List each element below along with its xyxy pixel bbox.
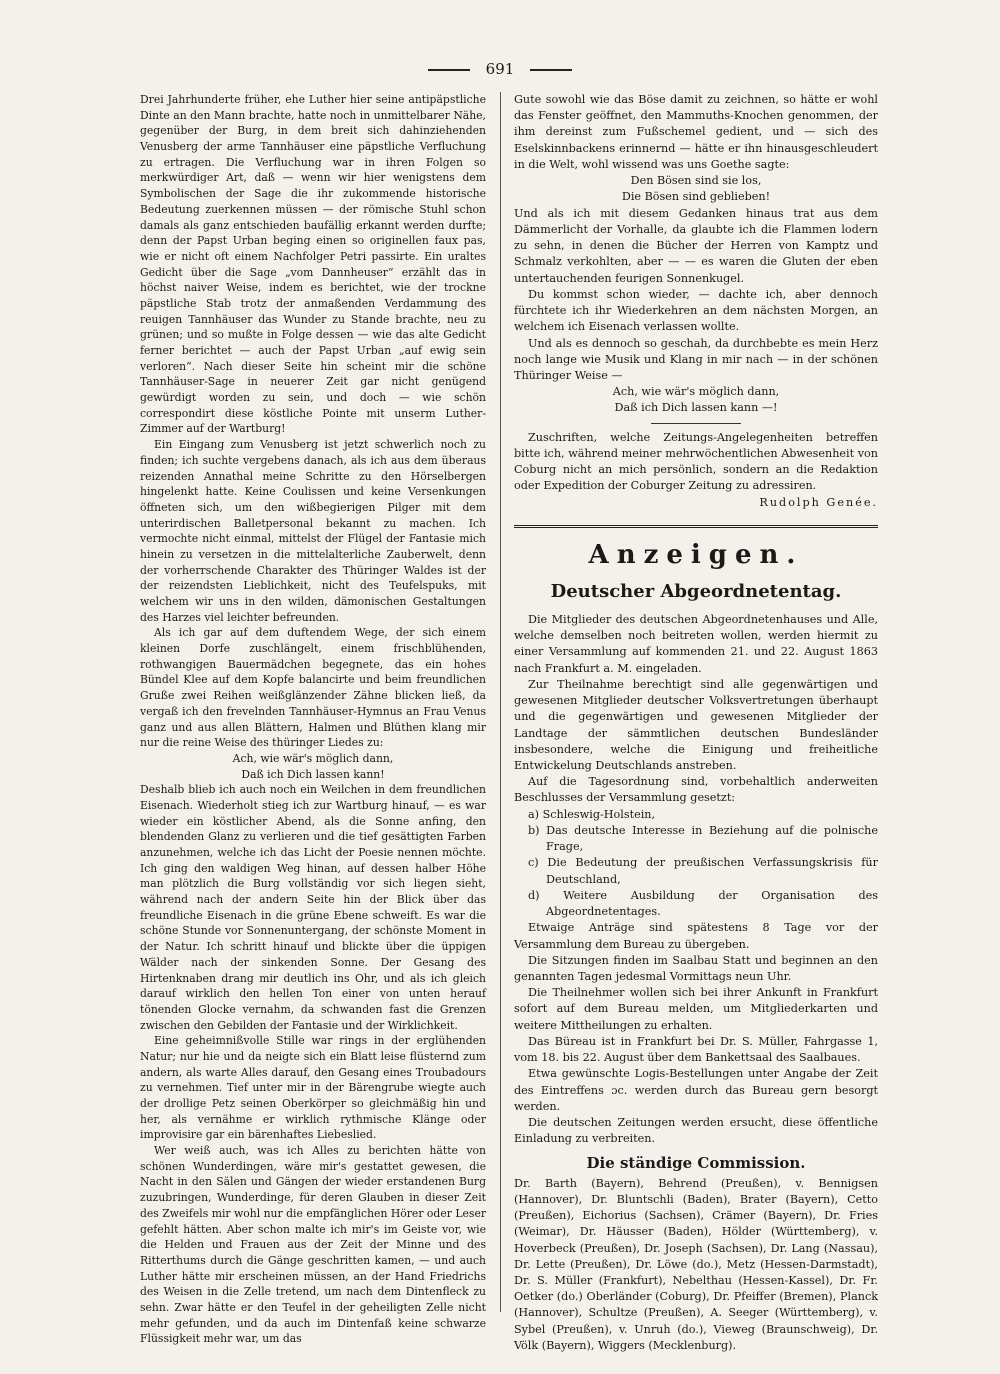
paragraph: Eine geheimnißvolle Stille war rings in der erglühenden Natur; nur hie und da neigte sich ein Blatt leise flüsternd zum andern, als warte Alles darauf, den Gesang eines Troubadours zu vernehmen. Tief unter mir in der Bärengrube wiegte auch der drollige Petz seinen Oberkörper so gleichmäßig hin und her, als vernähme er wirklich rythmische Klänge oder improvisire gar ein bärenhaftes Liebeslied. bbox=[140, 1034, 486, 1142]
ad-paragraph: Die Mitglieder des deutschen Abgeordnetenhauses und Alle, welche demselben noch beitreten wollen, werden hiermit zu einer Versammlung auf kommenden 21. und 22. August 1863 nach Frankfurt a. M. eingeladen. bbox=[514, 612, 878, 675]
verse-line: Ach, wie wär's möglich dann, bbox=[612, 385, 780, 399]
separator-rule bbox=[651, 423, 741, 424]
paragraph: Als ich gar auf dem duftendem Wege, der sich einem kleinen Dorfe zuschlängelt, einem frischblühenden, rothwangigen Bauermädchen begegnete, das ein hohes Bündel Klee auf dem Kopfe balancirte und beim freundlichen Gruße zwei Reihen weißglänzender Zähne blicken ließ, da vergaß ich den frevelnden Tannhäuser-Hymnus an Frau Venus ganz und aus allen Blättern, Halmen und Blüthen klang mir nur die reine Weise des thüringer Liedes zu: bbox=[140, 626, 486, 750]
commission-members: Dr. Barth (Bayern), Behrend (Preußen), v. Bennigsen (Hannover), Dr. Bluntschli (Baden), Brater (Bayern), Cetto (Preußen), Eichorius (Sachsen), Crämer (Bayern), Dr. Fries (Weimar), Dr. Häusser (Baden), Hölder (Württemberg), v. Hoverbeck (Preußen), Dr. Joseph (Sachsen), Dr. Lang (Nassau), Dr. Lette (Preußen), Dr. Löwe (do.), Metz (Hessen-Darmstadt), Dr. S. Müller (Frankfurt), Nebelthau (Hessen-Kassel), Dr. Fr. Oetker (do.) Oberländer (Coburg), Dr. Pfeiffer (Bremen), Planck (Hannover), Schultze (Preußen), A. Seeger (Württemberg), v. Sybel (Preußen), v. Unruh (do.), Vieweg (Braunschweig), Dr. Völk (Bayern), Wiggers (Mecklenburg). bbox=[514, 1176, 878, 1352]
paragraph: Ein Eingang zum Venusberg ist jetzt schwerlich noch zu finden; ich suchte vergebens danach, als ich aus dem überaus reizenden Annathal meine Schritte zu den Hörselbergen hingelenkt hatte. Keine Coulissen und keine Versenkungen öffneten sich, um den wißbegierigen Pilger mit dem unterirdischen Balletpersonal bekannt zu machen. Ich vermochte nicht einmal, mittelst der Flügel der Fantasie mich hinein zu versetzen in die mittelalterliche Zauberwelt, denn der vorherrschende Charakter des Thüringer Waldes ist der der reizendsten Lieblichkeit, nicht des Teufelspuks, mit welchem wir uns in den wilden, dämonischen Gestaltungen des Harzes viel leichter befreunden. bbox=[140, 438, 486, 624]
agenda-item: b) Das deutsche Interesse in Beziehung auf die polnische Frage, bbox=[528, 823, 878, 854]
ad-paragraph: Auf die Tagesordnung sind, vorbehaltlich anderweiten Beschlusses der Versammlung gesetzt: bbox=[514, 775, 878, 805]
paragraph: Du kommst schon wieder, — dachte ich, aber dennoch fürchtete ich ihr Wiederkehren an dem nächsten Morgen, an welchem ich Eisenach verlassen wollte. bbox=[514, 287, 878, 334]
commission-heading: Die ständige Commission. bbox=[586, 1153, 806, 1172]
ad-paragraph: Das Büreau ist in Frankfurt bei Dr. S. Müller, Fahrgasse 1, vom 18. bis 22. August über dem Bankettsaal des Saalbaues. bbox=[514, 1034, 878, 1065]
paragraph: Gute sowohl wie das Böse damit zu zeichnen, so hätte er wohl das Fenster geöffnet, den Mammuths-Knochen genommen, der ihm dereinst zum Fußschemel gedient, und — sich des Eselskinnbackens erinnernd — hätte er ihn hinausgeschleudert in die Welt, wohl wissend was uns Goethe sagte: bbox=[514, 93, 878, 171]
agenda-item: a) Schleswig-Holstein, bbox=[528, 807, 656, 821]
ad-paragraph: Etwa gewünschte Logis-Bestellungen unter Angabe der Zeit des Eintreffens ɔc. werden durch das Bureau gern besorgt werden. bbox=[514, 1067, 878, 1113]
column-divider bbox=[500, 92, 501, 1312]
notice-signature: Rudolph Genée. bbox=[759, 495, 878, 509]
paragraph: Wer weiß auch, was ich Alles zu berichten hätte von schönen Wunderdingen, wäre mir's gestattet gewesen, die Nacht in den Sälen und Gängen der wieder erstandenen Burg zuzubringen, Wunderdinge, für deren Glauben in dieser Zeit des Zweifels mir wohl nur die empfänglichen Hörer oder Leser gefehlt hätten. Aber schon malte ich mir's im Geiste vor, wie die Helden und Frauen aus der Zeit der Minne und des Ritterthums durch die Gänge geschritten kamen, — und auch Luther hätte mir erscheinen müssen, an der Hand Friedrichs des Weisen in die Zelle tretend, um nach dem Dintenfleck zu sehn. Zwar hätte er den Teufel in der geheiligten Zelle nicht mehr gefunden, und da auch im Dintenfaß keine schwarze Flüssigkeit mehr war, um das bbox=[140, 1144, 486, 1346]
ad-paragraph: Zur Theilnahme berechtigt sind alle gegenwärtigen und gewesenen Mitglieder deutscher Volksvertretungen überhaupt und die gegenwärtigen und gewesenen Mitglieder der Landtage der sämmtlichen deutschen Bundesländer insbesondere, welche die Einigung und freiheitliche Entwickelung Deutschlands anstreben. bbox=[514, 677, 878, 772]
ad-title: Deutscher Abgeordnetentag. bbox=[550, 580, 842, 602]
agenda-item: d) Weitere Ausbildung der Organisation des Abgeordnetentages. bbox=[528, 888, 878, 919]
ad-paragraph: Etwaige Anträge sind spätestens 8 Tage vor der Versammlung dem Bureau zu übergeben. bbox=[514, 921, 878, 951]
agenda-list bbox=[514, 807, 878, 921]
ad-paragraph: Die deutschen Zeitungen werden ersucht, diese öffentliche Einladung zu verbreiten. bbox=[514, 1116, 878, 1146]
paragraph: Drei Jahrhunderte früher, ehe Luther hier seine antipäpstliche Dinte an den Mann brachte, hatte noch in unmittelbarer Nähe, gegenüber der Burg, in dem breit sich dahinziehenden Venusberg der arme Tannhäuser eine päpstliche Verfluchung zu ertragen. Die Verfluchung war in ihren Folgen so merkwürdiger Art, daß — wenn wir hier wenigstens dem Symbolischen der Sage die ihr zukommende historische Bedeutung zuerkennen müssen — der römische Stuhl schon damals als ganz entschieden baufällig erkannt werden durfte; denn der Papst Urban beging einen so originellen faux pas, wie er nicht oft einem Nachfolger Petri passirte. Ein uraltes Gedicht über die Sage „vom Dannheuser“ erzählt das in höchst naiver Weise, indem es berichtet, wie der trockne päpstliche Stab trotz der anmaßenden Verdammung des reuigen Tannhäuser das Wunder zu Stande brachte, neu zu grünen; und so mußte in Folge dessen — wie das alte Gedicht ferner berichtet — auch der Papst Urban „auf ewig sein verloren“. Nach dieser Seite hin scheint mir die schöne Tannhäuser-Sage in neuerer Zeit gar nicht genügend gewürdigt worden zu sein, und doch — wie schön correspondirt diese köstliche Pointe mit unserm Luther-Zimmer auf der Wartburg! bbox=[140, 93, 486, 436]
left-column bbox=[140, 92, 486, 1347]
page-number: 691 bbox=[0, 60, 1000, 78]
ads-heading: Anzeigen. bbox=[588, 539, 804, 570]
section-rule bbox=[514, 525, 878, 528]
ad-paragraph: Die Theilnehmer wollen sich bei ihrer Ankunft in Frankfurt sofort auf dem Bureau melden, um Mitgliederkarten und weitere Mittheilungen zu erhalten. bbox=[514, 986, 878, 1032]
verse-line: Ach, wie wär's möglich dann, bbox=[232, 751, 394, 765]
editorial-notice: Zuschriften, welche Zeitungs-Angelegenheiten betreffen bitte ich, während meiner mehrwöchentlichen Abwesenheit von Coburg nicht an mich persönlich, sondern an die Redaktion oder Expedition der Coburger Zeitung zu adressiren. bbox=[514, 430, 878, 493]
ad-paragraph: Die Sitzungen finden im Saalbau Statt und beginnen an den genannten Tagen jedesmal Vormittags neun Uhr. bbox=[514, 953, 878, 984]
verse-line: Daß ich Dich lassen kann! bbox=[241, 767, 385, 781]
paragraph: Und als es dennoch so geschah, da durchbebte es mein Herz noch lange wie Musik und Klang in mir nach — in der schönen Thüringer Weise — bbox=[514, 336, 878, 382]
agenda-item: c) Die Bedeutung der preußischen Verfassungskrisis für Deutschland, bbox=[528, 856, 878, 886]
paragraph: Deshalb blieb ich auch noch ein Weilchen in dem freundlichen Eisenach. Wiederholt stieg ich zur Wartburg hinauf, — es war wieder ein köstlicher Abend, als die Sonne anfing, den blendenden Glanz zu verlieren und die tief gesättigten Farben anzunehmen, welche ich das Licht der Poesie nennen möchte. Ich ging den waldigen Weg hinan, auf dessen halber Höhe man plötzlich die Burg vollständig vor sich liegen sieht, während nach der andern Seite hin der Blick über das freundliche Eisenach in die grüne Ebene schweift. Es war die schöne Stunde vor Sonnenuntergang, der schönste Moment in der Natur. Ich schritt hinauf und blickte über die üppigen Wälder nach der sinkenden Sonne. Der Gesang des Hirtenknaben drang mir deutlich ins Ohr, und als ich gleich darauf wirklich den hellen Ton einer von unten herauf tönenden Glocke vernahm, da schwanden fast die Grenzen zwischen den Gebilden der Fantasie und der Wirklichkeit. bbox=[140, 783, 486, 1032]
verse-line: Die Bösen sind geblieben! bbox=[621, 190, 771, 204]
verse-line: Den Bösen sind sie los, bbox=[630, 174, 762, 188]
right-column bbox=[514, 92, 878, 1354]
verse-line: Daß ich Dich lassen kann —! bbox=[614, 401, 778, 415]
paragraph: Und als ich mit diesem Gedanken hinaus trat aus dem Dämmerlicht der Vorhalle, da glaubte ich die Flammen lodern zu sehn, in denen die Bücher der Herren von Kamptz und Schmalz verkohlten, aber — — es waren die Gluten der eben untertauchenden feurigen Sonnenkugel. bbox=[514, 206, 878, 285]
